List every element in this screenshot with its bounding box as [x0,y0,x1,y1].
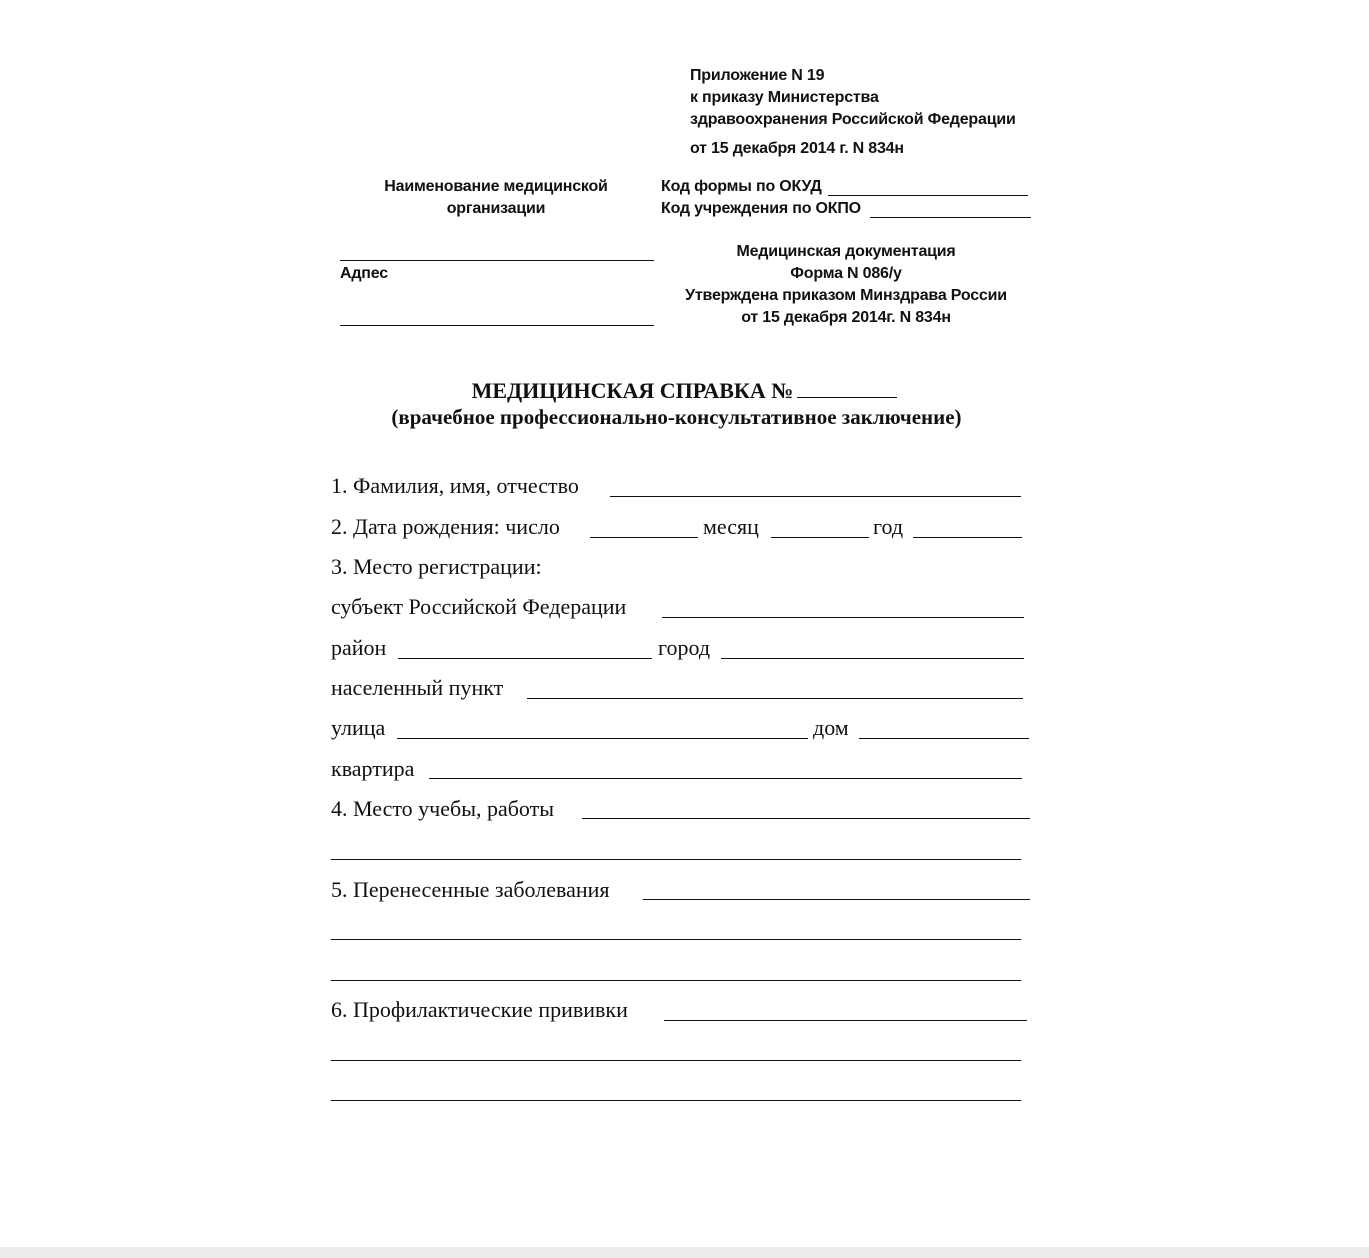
work-line-1[interactable] [582,818,1030,819]
appendix-line-4: от 15 декабря 2014 г. N 834н [690,140,904,157]
district-label: район [331,635,387,660]
street-label: улица [331,715,386,740]
okud-label: Код формы по ОКУД [661,178,822,195]
title-text: МЕДИЦИНСКАЯ СПРАВКА № [471,378,794,403]
apartment-line[interactable] [429,778,1022,779]
apartment-label: квартира [331,756,415,781]
diseases-line-1[interactable] [643,899,1030,900]
subject-line[interactable] [662,617,1024,618]
address-line[interactable] [340,325,654,326]
birth-day-line[interactable] [590,537,698,538]
bottom-edge [0,1247,1369,1258]
org-name-line[interactable] [340,260,654,261]
work-label: 4. Место учебы, работы [331,796,555,821]
month-label: месяц [703,514,759,539]
street-line[interactable] [397,738,808,739]
city-label: город [658,635,711,660]
birth-year-line[interactable] [913,537,1022,538]
doc-line-1: Медицинская документация [736,243,956,260]
work-line-2[interactable] [331,859,1021,860]
diseases-label: 5. Перенесенные заболевания [331,877,610,902]
okpo-label: Код учреждения по ОКПО [661,200,861,217]
diseases-line-2[interactable] [331,939,1021,940]
okpo-line[interactable] [870,217,1031,218]
fio-label: 1. Фамилия, имя, отчество [331,473,579,498]
settlement-line[interactable] [527,698,1023,699]
district-line[interactable] [398,658,652,659]
fio-line[interactable] [610,496,1021,497]
year-label: год [873,514,904,539]
vaccinations-line-3[interactable] [331,1100,1021,1101]
address-label: Адпес [340,265,388,282]
appendix-line-3: здравоохранения Российской Федерации [690,111,1016,128]
doc-line-4: от 15 декабря 2014г. N 834н [741,309,951,326]
house-label: дом [813,715,849,740]
vaccinations-label: 6. Профилактические прививки [331,997,628,1022]
document-subtitle: (врачебное профессионально-консультативное заключение) [391,405,962,429]
diseases-line-3[interactable] [331,980,1021,981]
house-line[interactable] [859,738,1029,739]
document-title [0,377,1369,404]
settlement-label: населенный пункт [331,675,504,700]
registration-label: 3. Место регистрации: [331,554,542,579]
vaccinations-line-1[interactable] [664,1020,1027,1021]
appendix-line-1: Приложение N 19 [690,67,825,84]
doc-line-3: Утверждена приказом Минздрава России [685,287,1007,304]
vaccinations-line-2[interactable] [331,1060,1021,1061]
city-line[interactable] [721,658,1024,659]
appendix-line-2: к приказу Министерства [690,89,879,106]
birth-label: 2. Дата рождения: число [331,514,560,539]
subject-label: субъект Российской Федерации [331,594,627,619]
birth-month-line[interactable] [771,537,869,538]
org-name-line-1: Наименование медицинской [384,178,608,195]
okud-line[interactable] [828,195,1028,196]
certificate-number-line[interactable] [797,377,897,398]
doc-line-2: Форма N 086/у [790,265,902,282]
org-name-line-2: организации [446,200,546,217]
